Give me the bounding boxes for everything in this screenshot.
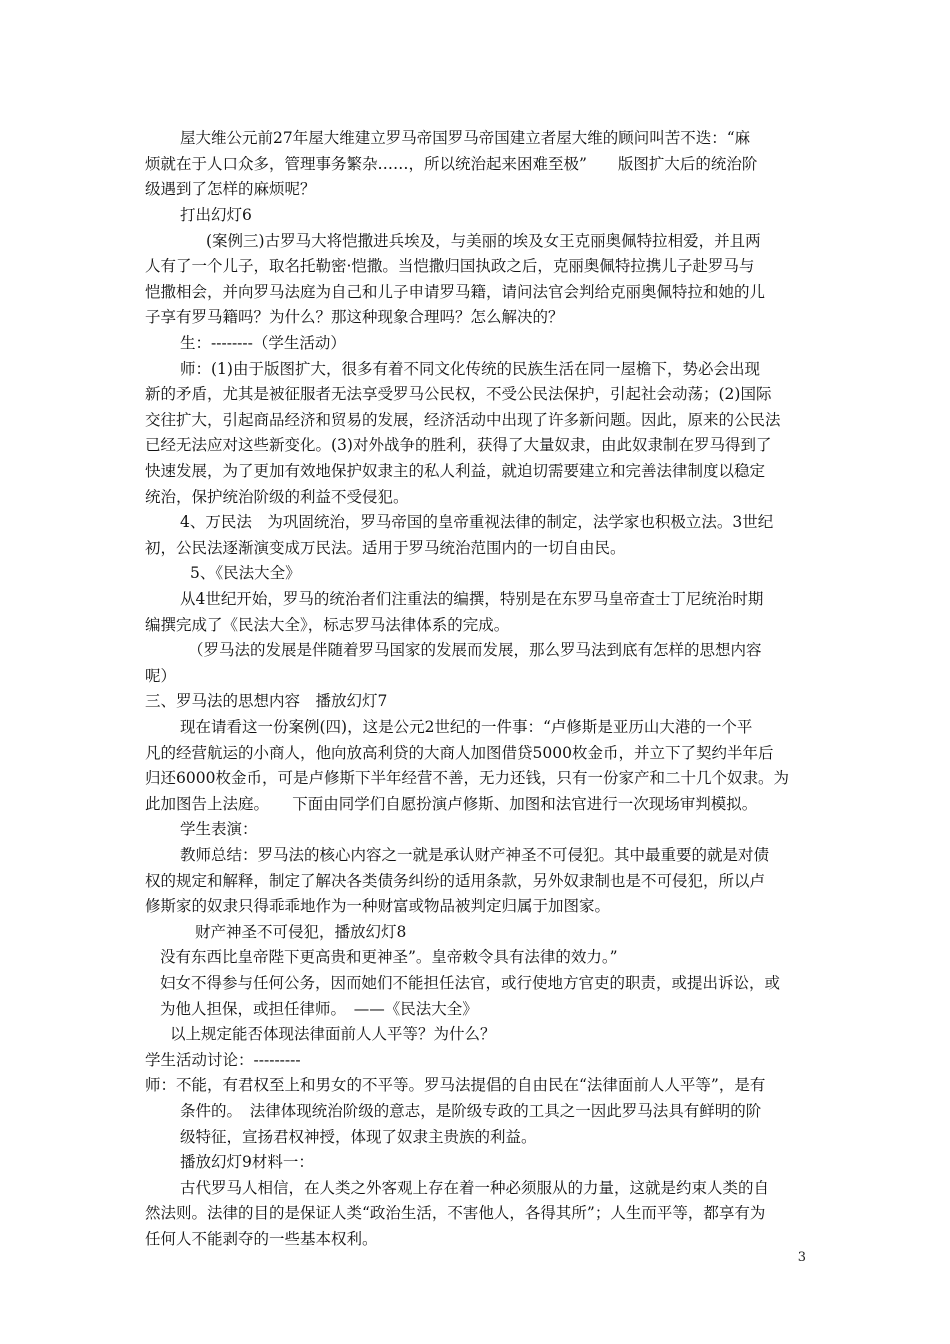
text-line: 权的规定和解释，制定了解决各类债务纠纷的适用条款，另外奴隶制也是不可侵犯，所以卢 — [145, 872, 766, 890]
text-line: 子享有罗马籍吗？为什么？那这种现象合理吗？怎么解决的？ — [145, 308, 564, 326]
text-line: 财产神圣不可侵犯，播放幻灯8 — [195, 923, 407, 941]
text-line: 师：不能，有君权至上和男女的不平等。罗马法提倡的自由民在“法律面前人人平等”，是有 — [145, 1076, 766, 1094]
text-line: 学生表演： — [180, 820, 258, 838]
text-line: 已经无法应对这些新变化。(3)对外战争的胜利，获得了大量奴隶，由此奴隶制在罗马得到了 — [145, 436, 772, 454]
text-line: 级特征，宣扬君权神授，体现了奴隶主贵族的利益。 — [180, 1128, 537, 1146]
text-line: 初，公民法逐渐演变成万民法。适用于罗马统治范围内的一切自由民。 — [145, 539, 626, 557]
text-line: 播放幻灯9材料一： — [180, 1153, 314, 1171]
text-line: 任何人不能剥夺的一些基本权利。 — [145, 1230, 378, 1248]
text-line: 以上规定能否体现法律面前人人平等？为什么？ — [170, 1025, 496, 1043]
text-line: 人有了一个儿子，取名托勒密·恺撒。当恺撒归国执政之后，克丽奥佩特拉携儿子赴罗马与 — [145, 257, 755, 275]
text-line: 教师总结：罗马法的核心内容之一就是承认财产神圣不可侵犯。其中最重要的就是对债 — [180, 846, 770, 864]
text-line: 烦就在于人口众多，管理事务繁杂……，所以统治起来困难至极” 版图扩大后的统治阶 — [145, 155, 758, 173]
text-line: 学生活动讨论：--------- — [145, 1051, 301, 1069]
text-line: 然法则。法律的目的是保证人类“政治生活，不害他人，各得其所”；人生而平等，都享有为 — [145, 1204, 766, 1222]
text-line: 快速发展，为了更加有效地保护奴隶主的私人利益，就迫切需要建立和完善法律制度以稳定 — [145, 462, 766, 480]
text-line: 师：(1)由于版图扩大，很多有着不同文化传统的民族生活在同一屋檐下，势必会出现 — [180, 360, 760, 378]
text-line: 恺撒相会，并向罗马法庭为自己和儿子申请罗马籍，请问法官会判给克丽奥佩特拉和她的儿 — [145, 283, 766, 301]
text-line: 交往扩大，引起商品经济和贸易的发展，经济活动中出现了许多新问题。因此，原来的公民法 — [145, 411, 781, 429]
text-line: 修斯家的奴隶只得乖乖地作为一种财富或物品被判定归属于加图家。 — [145, 897, 611, 915]
text-line: (案例三)古罗马大将恺撒进兵埃及，与美丽的埃及女王克丽奥佩特拉相爱，并且两 — [206, 232, 761, 250]
text-line: 归还6000枚金币，可是卢修斯下半年经营不善，无力还钱，只有一份家产和二十几个奴隶。为 — [145, 769, 789, 787]
text-line: 古代罗马人相信，在人类之外客观上存在着一种必须服从的力量，这就是约束人类的自 — [180, 1179, 770, 1197]
text-line: 级遇到了怎样的麻烦呢？ — [145, 180, 316, 198]
text-line: 从4世纪开始，罗马的统治者们注重法的编撰，特别是在东罗马皇帝查士丁尼统治时期 — [180, 590, 764, 608]
text-line: 生：--------（学生活动） — [180, 334, 346, 352]
text-line: 打出幻灯6 — [180, 206, 252, 224]
text-line: 条件的。 法律体现统治阶级的意志，是阶级专政的工具之一因此罗马法具有鲜明的阶 — [180, 1102, 762, 1120]
section-heading: 三、罗马法的思想内容 播放幻灯7 — [145, 692, 388, 710]
text-line: 5、《民法大全》 — [190, 564, 301, 582]
text-line: 呢） — [145, 667, 177, 685]
text-line: 4、万民法 为巩固统治，罗马帝国的皇帝重视法律的制定，法学家也积极立法。3世纪 — [180, 513, 774, 531]
text-line: 凡的经营航运的小商人，他向放高利贷的大商人加图借贷5000枚金币，并立下了契约半年后 — [145, 744, 774, 762]
text-line: 为他人担保，或担任律师。 ——《民法大全》 — [160, 1000, 478, 1018]
text-line: 新的矛盾，尤其是被征服者无法享受罗马公民权，不受公民法保护，引起社会动荡；(2)国际 — [145, 385, 772, 403]
text-line: （罗马法的发展是伴随着罗马国家的发展而发展，那么罗马法到底有怎样的思想内容 — [188, 641, 762, 659]
text-line: 现在请看这一份案例(四)，这是公元2世纪的一件事：“卢修斯是亚历山大港的一个平 — [180, 718, 753, 736]
page-number: 3 — [797, 1250, 806, 1265]
text-line: 屋大维公元前27年屋大维建立罗马帝国罗马帝国建立者屋大维的顾问叫苦不迭：“麻 — [180, 129, 751, 147]
text-line: 此加图告上法庭。 下面由同学们自愿扮演卢修斯、加图和法官进行一次现场审判模拟。 — [145, 795, 758, 813]
text-line: 没有东西比皇帝陛下更高贵和更神圣”。皇帝敕令具有法律的效力。” — [160, 948, 618, 966]
text-line: 统治，保护统治阶级的利益不受侵犯。 — [145, 488, 409, 506]
text-line: 妇女不得参与任何公务，因而她们不能担任法官，或行使地方官吏的职责，或提出诉讼，或 — [160, 974, 781, 992]
text-line: 编撰完成了《民法大全》，标志罗马法律体系的完成。 — [145, 616, 510, 634]
